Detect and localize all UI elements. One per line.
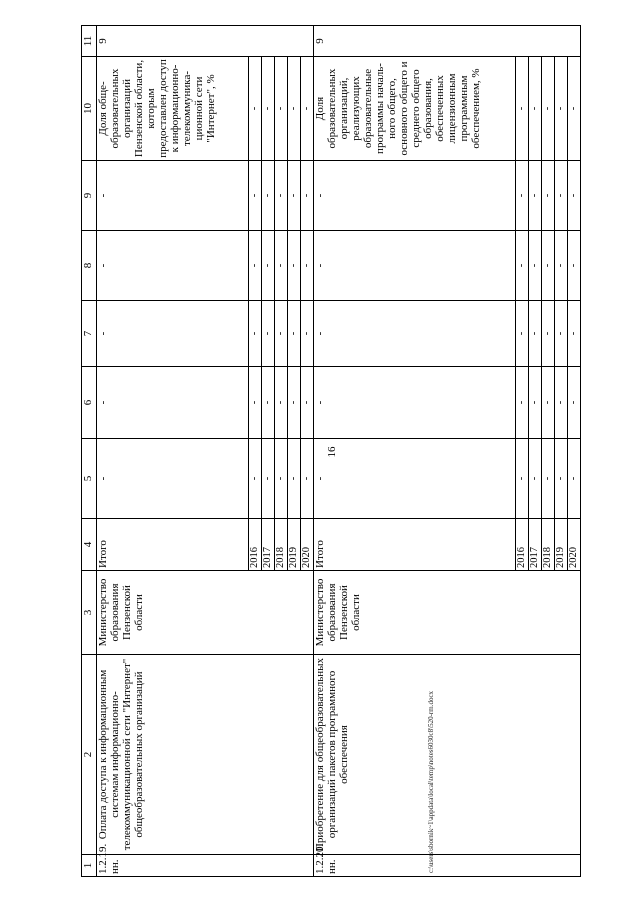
indicator-number: 9 bbox=[314, 26, 581, 57]
year-value: - bbox=[555, 231, 568, 301]
col-header-10: 10 bbox=[82, 57, 97, 161]
total-value: - bbox=[97, 301, 249, 367]
year-value: - bbox=[275, 231, 288, 301]
year-value: - bbox=[529, 231, 542, 301]
total-value: - bbox=[97, 161, 249, 231]
year-value: - bbox=[288, 439, 301, 519]
year-cell: 2017 bbox=[529, 519, 542, 571]
year-value: - bbox=[301, 231, 314, 301]
year-indicator: - bbox=[555, 57, 568, 161]
year-value: - bbox=[568, 439, 581, 519]
year-value: - bbox=[516, 161, 529, 231]
year-cell: 2016 bbox=[516, 519, 529, 571]
year-indicator: - bbox=[275, 57, 288, 161]
year-value: - bbox=[568, 231, 581, 301]
year-value: - bbox=[555, 301, 568, 367]
year-value: - bbox=[555, 367, 568, 439]
year-value: - bbox=[275, 439, 288, 519]
total-value: - bbox=[97, 367, 249, 439]
year-indicator: - bbox=[516, 57, 529, 161]
year-cell: 2018 bbox=[542, 519, 555, 571]
col-header-6: 6 bbox=[82, 367, 97, 439]
year-value: - bbox=[542, 231, 555, 301]
year-value: - bbox=[301, 161, 314, 231]
year-value: - bbox=[555, 161, 568, 231]
year-value: - bbox=[301, 439, 314, 519]
total-value: - bbox=[314, 161, 516, 231]
year-value: - bbox=[249, 231, 262, 301]
year-value: - bbox=[262, 161, 275, 231]
table-row bbox=[97, 26, 249, 877]
page-number: 16 bbox=[326, 446, 338, 458]
table-row bbox=[314, 26, 516, 877]
year-value: - bbox=[275, 161, 288, 231]
year-value: - bbox=[568, 367, 581, 439]
year-value: - bbox=[542, 367, 555, 439]
year-value: - bbox=[262, 439, 275, 519]
col-header-2: 2 bbox=[82, 655, 97, 855]
year-value: - bbox=[529, 439, 542, 519]
year-indicator: - bbox=[249, 57, 262, 161]
executor: Министерство образования Пензенской области bbox=[314, 571, 581, 655]
year-indicator: - bbox=[568, 57, 581, 161]
year-indicator: - bbox=[542, 57, 555, 161]
measure-name: Оплата доступа к информационным системам информационно-телекоммуникационной сети "Интернет" общеобразовательных организаций bbox=[97, 655, 314, 855]
col-header-8: 8 bbox=[82, 231, 97, 301]
year-value: - bbox=[568, 161, 581, 231]
indicator: Доля обще-образовательных организаций Пензенской области, которым предоставлен доступ к информационно-телекоммуника-ционной сети "Интернет", % bbox=[97, 57, 249, 161]
year-value: - bbox=[542, 161, 555, 231]
year-value: - bbox=[516, 301, 529, 367]
year-value: - bbox=[516, 367, 529, 439]
year-cell: 2017 bbox=[262, 519, 275, 571]
year-value: - bbox=[555, 439, 568, 519]
col-header-3: 3 bbox=[82, 571, 97, 655]
total-label: Итого bbox=[314, 519, 516, 571]
year-value: - bbox=[262, 301, 275, 367]
year-cell: 2019 bbox=[288, 519, 301, 571]
year-value: - bbox=[529, 367, 542, 439]
col-header-7: 7 bbox=[82, 301, 97, 367]
year-value: - bbox=[529, 161, 542, 231]
year-value: - bbox=[288, 161, 301, 231]
row-number: 1.2.20. нн. bbox=[314, 855, 581, 877]
year-value: - bbox=[529, 301, 542, 367]
year-indicator: - bbox=[262, 57, 275, 161]
year-value: - bbox=[275, 301, 288, 367]
indicator-number: 9 bbox=[97, 26, 314, 57]
indicator: Доля образовательных организаций, реализующих образовательные программы началь-ного общего, основного общего и среднего общего образования, обеспеченных лицензионным программным обеспечением, % bbox=[314, 57, 516, 161]
year-indicator: - bbox=[301, 57, 314, 161]
year-indicator: - bbox=[529, 57, 542, 161]
year-value: - bbox=[288, 231, 301, 301]
year-cell: 2019 bbox=[555, 519, 568, 571]
year-value: - bbox=[262, 231, 275, 301]
col-header-9: 9 bbox=[82, 161, 97, 231]
program-table bbox=[81, 25, 581, 877]
executor: Министерство образования Пензенской области bbox=[97, 571, 314, 655]
rotated-table-container bbox=[81, 26, 624, 877]
year-value: - bbox=[301, 367, 314, 439]
col-header-4: 4 bbox=[82, 519, 97, 571]
total-value: - bbox=[97, 231, 249, 301]
year-indicator: - bbox=[288, 57, 301, 161]
year-value: - bbox=[288, 301, 301, 367]
measure-name: Приобретение для общеобразовательных организаций пакетов программного обеспечения bbox=[314, 655, 581, 855]
year-value: - bbox=[249, 301, 262, 367]
col-header-1: 1 bbox=[82, 855, 97, 877]
total-value: - bbox=[97, 439, 249, 519]
year-cell: 2018 bbox=[275, 519, 288, 571]
total-value: - bbox=[314, 367, 516, 439]
row-number: 1.2.19. нн. bbox=[97, 855, 314, 877]
total-value: - bbox=[314, 231, 516, 301]
year-value: - bbox=[516, 439, 529, 519]
year-cell: 2020 bbox=[301, 519, 314, 571]
year-value: - bbox=[568, 301, 581, 367]
total-label: Итого bbox=[97, 519, 249, 571]
year-value: - bbox=[275, 367, 288, 439]
year-value: - bbox=[249, 367, 262, 439]
year-cell: 2020 bbox=[568, 519, 581, 571]
col-header-11: 11 bbox=[82, 26, 97, 57]
year-value: - bbox=[301, 301, 314, 367]
total-value: - bbox=[314, 439, 516, 519]
year-value: - bbox=[288, 367, 301, 439]
year-value: - bbox=[542, 439, 555, 519]
col-header-5: 5 bbox=[82, 439, 97, 519]
total-value: - bbox=[314, 301, 516, 367]
year-value: - bbox=[516, 231, 529, 301]
file-path: c:\users\sbornik~1\appdata\local\temp\notes6030c8\520-rm.docx bbox=[427, 690, 435, 873]
year-value: - bbox=[249, 161, 262, 231]
year-value: - bbox=[249, 439, 262, 519]
year-value: - bbox=[542, 301, 555, 367]
header-row bbox=[82, 26, 97, 877]
year-cell: 2016 bbox=[249, 519, 262, 571]
year-value: - bbox=[262, 367, 275, 439]
